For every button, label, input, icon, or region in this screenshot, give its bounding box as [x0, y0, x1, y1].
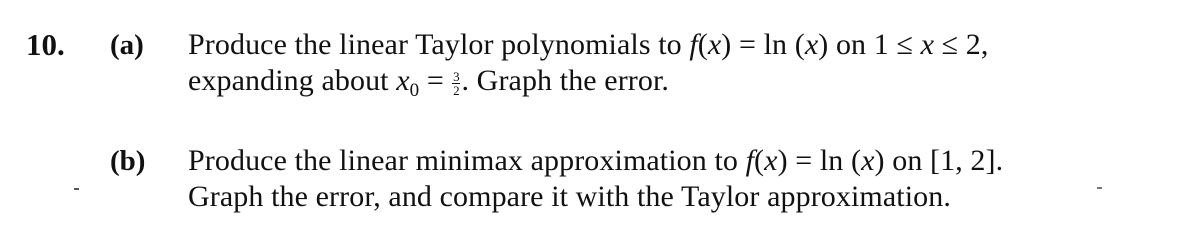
subscript-zero: 0: [409, 80, 420, 101]
interval-text: ) on [1, 2].: [874, 144, 1004, 177]
paren-close: ): [721, 28, 732, 61]
variable-x: x: [861, 144, 875, 177]
part-a-label: (a): [110, 29, 144, 61]
part-a-line-1: [188, 27, 989, 63]
problem-number: 10.: [26, 27, 65, 62]
part-b-line-2-text: Graph the error, and compare it with the Taylor approximation.: [188, 180, 951, 213]
equals-ln: = ln (: [787, 144, 862, 177]
variable-x: x: [804, 28, 819, 61]
part-b-label: (b): [110, 145, 146, 177]
fraction-three-halves: [452, 70, 460, 97]
part-b-line-1: [188, 143, 1003, 179]
variable-x0: x: [396, 64, 410, 97]
scan-mark: [1097, 187, 1102, 189]
variable-x: x: [920, 28, 935, 61]
equals-ln: = ln (: [731, 28, 805, 61]
function-symbol: f: [689, 28, 698, 61]
function-symbol: f: [745, 144, 755, 177]
interval-text: ) on 1 ≤: [818, 28, 921, 61]
paren-open: (: [697, 28, 708, 61]
equals-sign: =: [419, 64, 452, 97]
part-b-text: Produce the linear minimax approximation to: [188, 144, 746, 177]
part-b-line-2: [188, 179, 951, 215]
interval-end: ≤ 2,: [934, 28, 989, 61]
paren-open: (: [754, 144, 765, 177]
variable-x: x: [707, 28, 722, 61]
graph-error-text: . Graph the error.: [461, 64, 670, 97]
paren-close: ): [777, 144, 788, 177]
scan-mark: [74, 188, 79, 190]
variable-x: x: [764, 144, 778, 177]
part-a-text: Produce the linear Taylor polynomials to: [188, 28, 690, 61]
fraction-denominator: 2: [453, 82, 460, 98]
part-a-line-2: [188, 63, 669, 109]
fraction-numerator: 3: [453, 68, 460, 84]
expanding-text: expanding about: [188, 64, 397, 97]
